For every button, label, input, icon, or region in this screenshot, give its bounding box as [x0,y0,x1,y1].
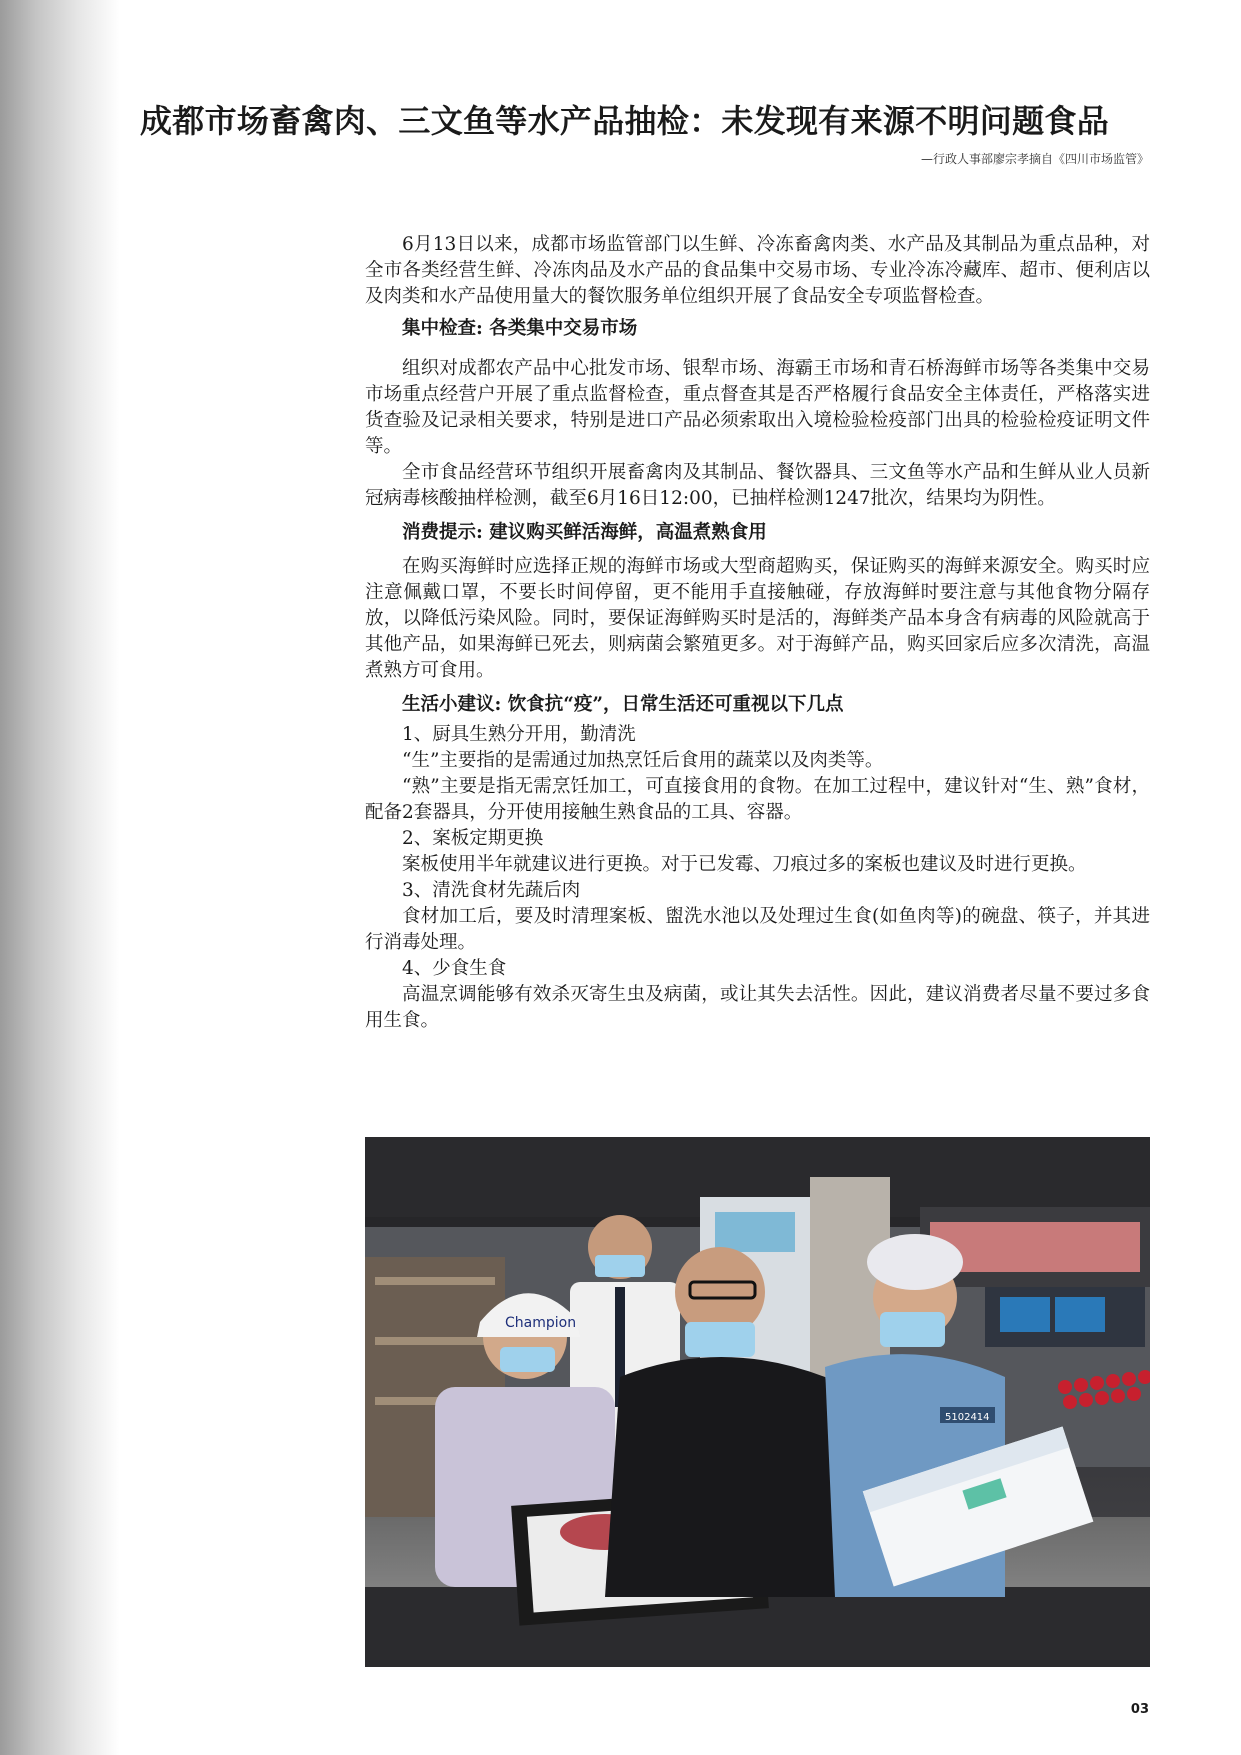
tip-3-heading: 3、清洗食材先蔬后肉 [402,880,581,901]
page-spine-shadow [0,0,120,1755]
tip-1-heading: 1、厨具生熟分开用，勤清洗 [402,724,636,745]
tip-2-heading: 2、案板定期更换 [402,828,544,849]
section-heading-inspection: 集中检查: 各类集中交易市场 [402,318,638,339]
tip-2-body: 案板使用半年就建议进行更换。对于已发霉、刀痕过多的案板也建议及时进行更换。 [402,854,1087,875]
section-heading-consumer-tips: 消费提示: 建议购买鲜活海鲜，高温煮熟食用 [402,522,767,543]
intro-paragraph: 6月13日以来，成都市场监管部门以生鲜、冷冻畜禽肉类、水产品及其制品为重点品种，对全市各类经营生鲜、冷冻肉品及水产品的食品集中交易市场、专业冷冻冷藏库、超市、便利店以及肉类和水产品使用量大的餐饮服务单位组织开展了食品安全专项监督检查。 [365,234,1150,307]
tip-4-heading: 4、少食生食 [402,958,507,979]
article-byline: —行政人事部廖宗孝摘自《四川市场监管》 [920,152,1149,166]
page-number: 03 [1130,1702,1149,1717]
tip-3-body: 食材加工后，要及时清理案板、盥洗水池以及处理过生食(如鱼肉等)的碗盘、筷子，并其进行消毒处理。 [365,906,1150,953]
consumer-tips-paragraph: 在购买海鲜时应选择正规的海鲜市场或大型商超购买，保证购买的海鲜来源安全。购买时应注意佩戴口罩，不要长时间停留，更不能用手直接触碰，存放海鲜时要注意与其他食物分隔存放，以降低污染风险。同时，要保证海鲜购买时是活的，海鲜类产品本身含有病毒的风险就高于其他产品，如果海鲜已死去，则病菌会繁殖更多。对于海鲜产品，购买回家后应多次清洗，高温煮熟方可食用。 [365,556,1150,681]
section-heading-life-tips: 生活小建议: 饮食抗“疫”，日常生活还可重视以下几点 [402,694,844,715]
inspection-paragraph: 组织对成都农产品中心批发市场、银犁市场、海霸王市场和青石桥海鲜市场等各类集中交易市场重点经营户开展了重点监督检查，重点督查其是否严格履行食品安全主体责任，严格落实进货查验及记录相关要求，特别是进口产品必须索取出入境检验检疫部门出具的检验检疫证明文件等。 [365,358,1150,457]
testing-paragraph: 全市食品经营环节组织开展畜禽肉及其制品、餐饮器具、三文鱼等水产品和生鲜从业人员新冠病毒核酸抽样检测，截至6月16日12:00，已抽样检测1247批次，结果均为阴性。 [365,462,1150,509]
tip-1-raw: “生”主要指的是需通过加热烹饪后食用的蔬菜以及肉类等。 [402,750,884,771]
badge-number: 5102414 [945,1412,990,1423]
tip-4-body: 高温烹调能够有效杀灭寄生虫及病菌，或让其失去活性。因此，建议消费者尽量不要过多食用生食。 [365,984,1150,1031]
inspection-photo [365,1137,1150,1667]
article-body [365,232,1150,1034]
tip-1-cooked: “熟”主要是指无需烹饪加工，可直接食用的食物。在加工过程中，建议针对“生、熟”食材，配备2套器具，分开使用接触生熟食品的工具、容器。 [365,776,1150,823]
article-title: 成都市场畜禽肉、三文鱼等水产品抽检：未发现有来源不明问题食品 [140,102,1110,140]
cap-logo: Champion [505,1315,577,1331]
